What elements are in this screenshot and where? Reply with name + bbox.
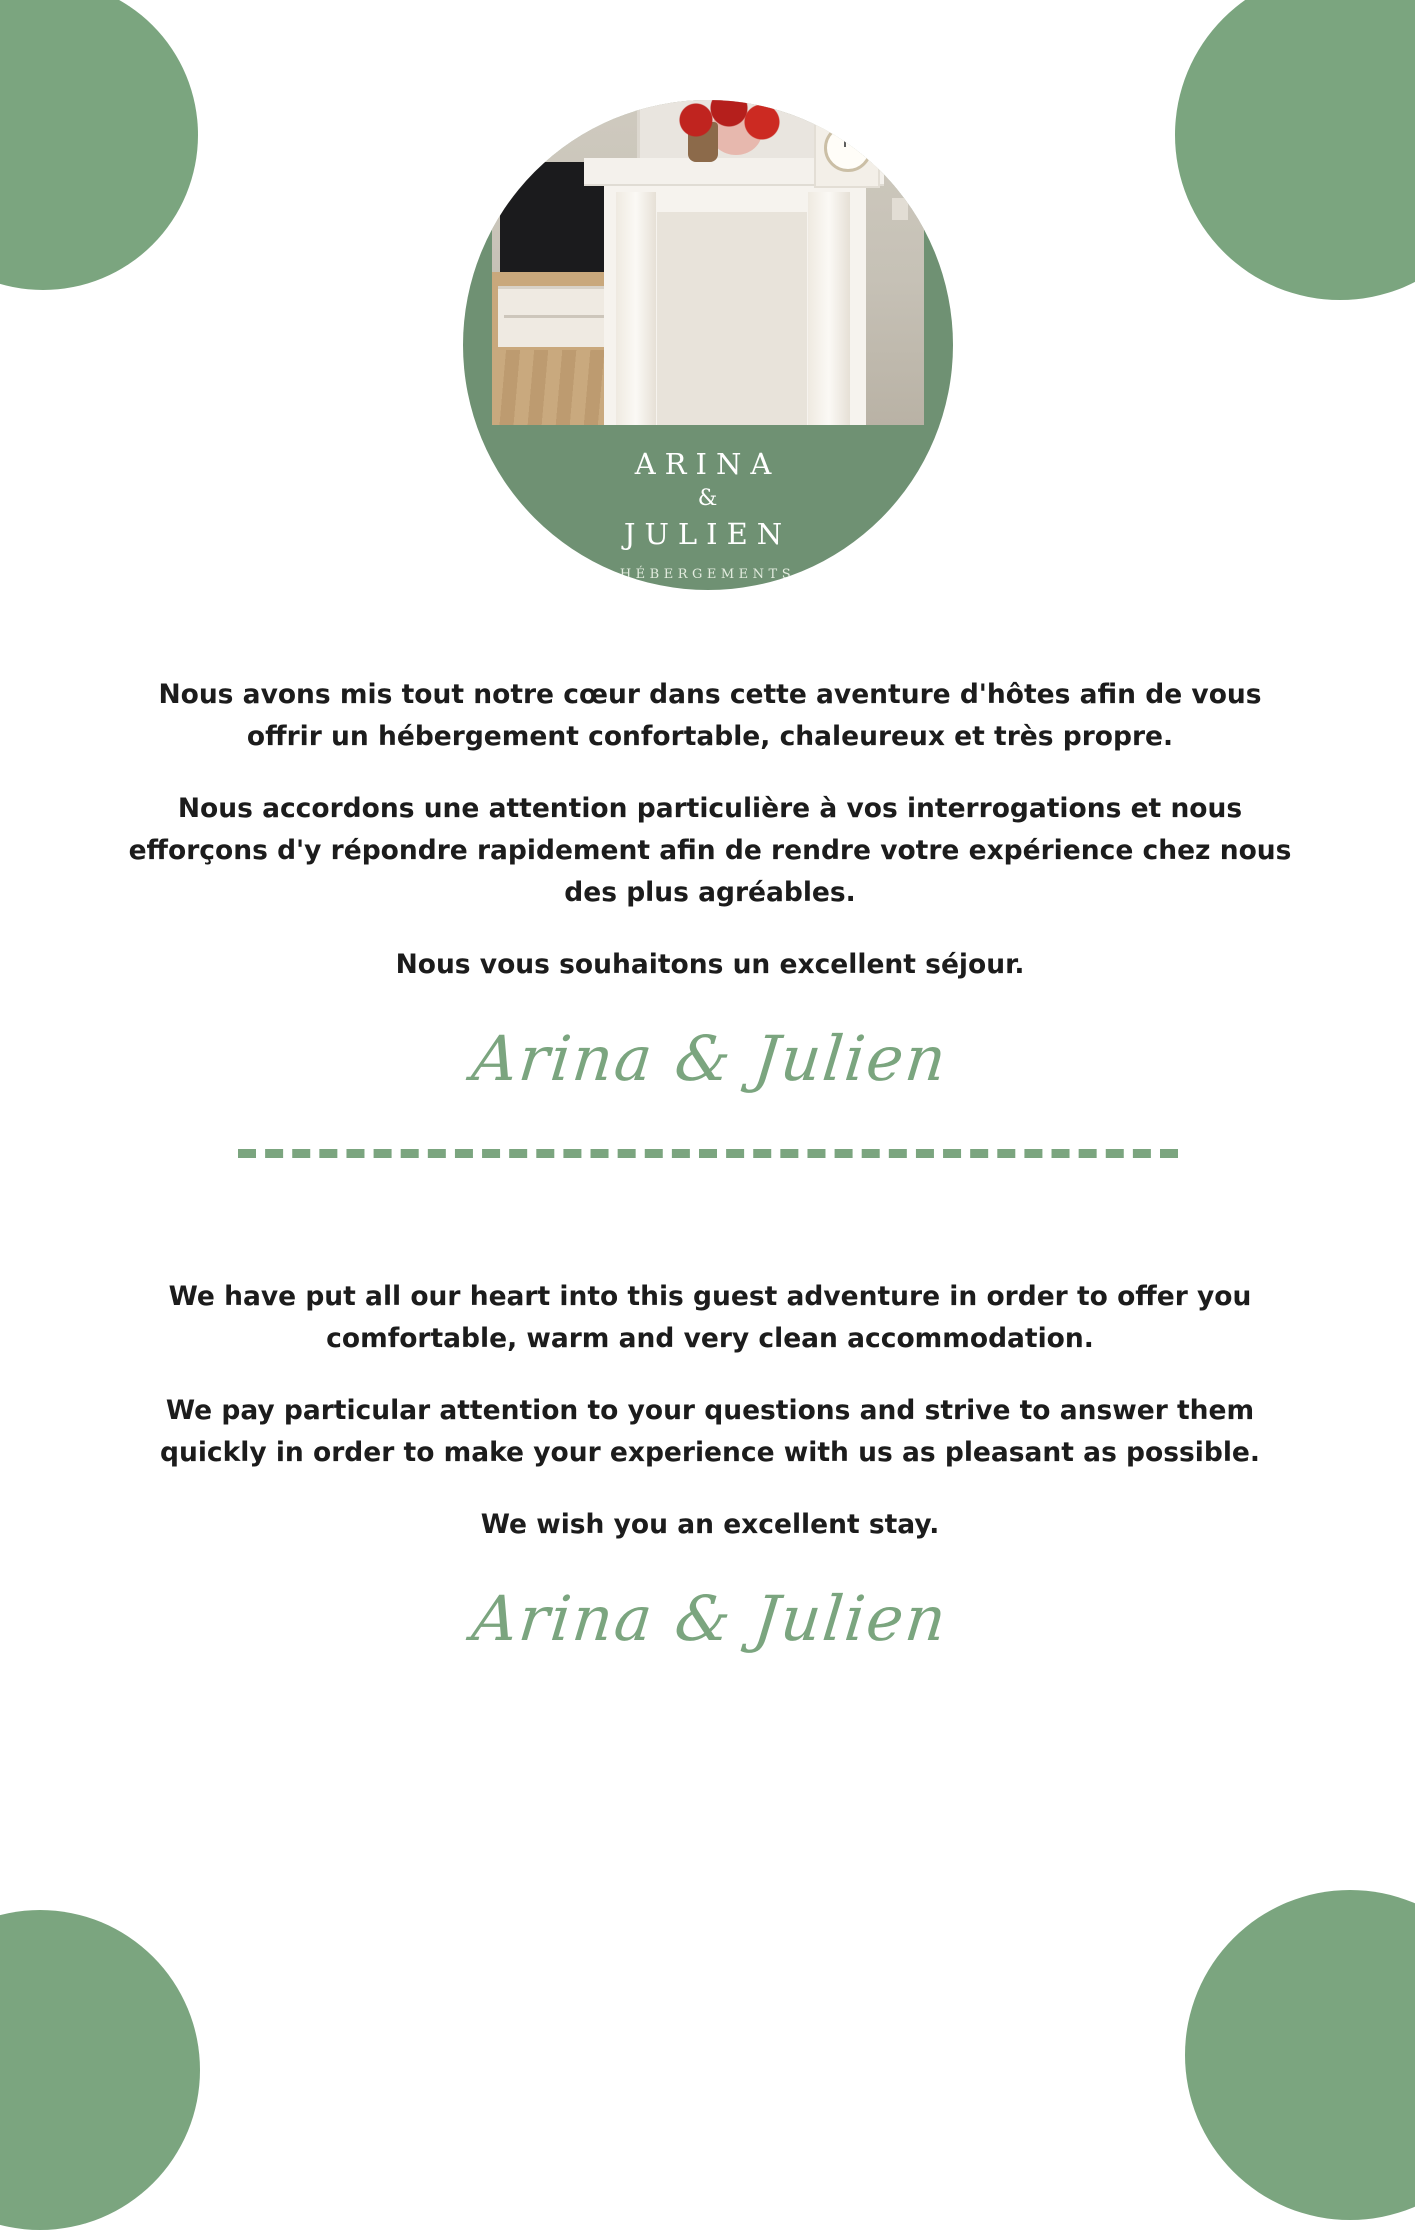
english-signature: Arina & Julien bbox=[468, 1582, 952, 1655]
brand-logo bbox=[463, 100, 953, 590]
english-paragraph-1: We have put all our heart into this guest adventure in order to offer you comfortable, warm and very clean accommodation. bbox=[168, 1281, 1252, 1354]
interior-photo bbox=[492, 100, 924, 425]
logo-name-line2: JULIEN bbox=[623, 517, 792, 551]
french-section bbox=[90, 674, 1330, 1095]
logo-circle bbox=[463, 100, 953, 590]
logo-ampersand: & bbox=[697, 486, 718, 511]
french-paragraph-2: Nous accordons une attention particulière à vos interrogations et nous efforçons d'y répondre rapidement afin de rendre votre expérience chez nous des plus agréables. bbox=[128, 793, 1292, 908]
english-paragraph-2: We pay particular attention to your questions and strive to answer them quickly in order to make your experience with us as pleasant as possible. bbox=[160, 1395, 1260, 1468]
logo-wordmark bbox=[463, 445, 953, 582]
english-paragraph-3: We wish you an excellent stay. bbox=[480, 1509, 940, 1540]
section-divider bbox=[238, 1149, 1178, 1158]
french-paragraph-3: Nous vous souhaitons un excellent séjour. bbox=[395, 949, 1025, 980]
french-signature: Arina & Julien bbox=[468, 1022, 952, 1095]
french-paragraph-1: Nous avons mis tout notre cœur dans cette aventure d'hôtes afin de vous offrir un hébergement confortable, chaleureux et très propre. bbox=[158, 679, 1262, 752]
logo-name-line1: ARINA bbox=[634, 447, 781, 481]
welcome-letter-page bbox=[0, 100, 1415, 2100]
english-section bbox=[90, 1276, 1330, 1655]
flowers-icon bbox=[674, 100, 794, 146]
logo-subtitle: HÉBERGEMENTS bbox=[619, 567, 796, 582]
